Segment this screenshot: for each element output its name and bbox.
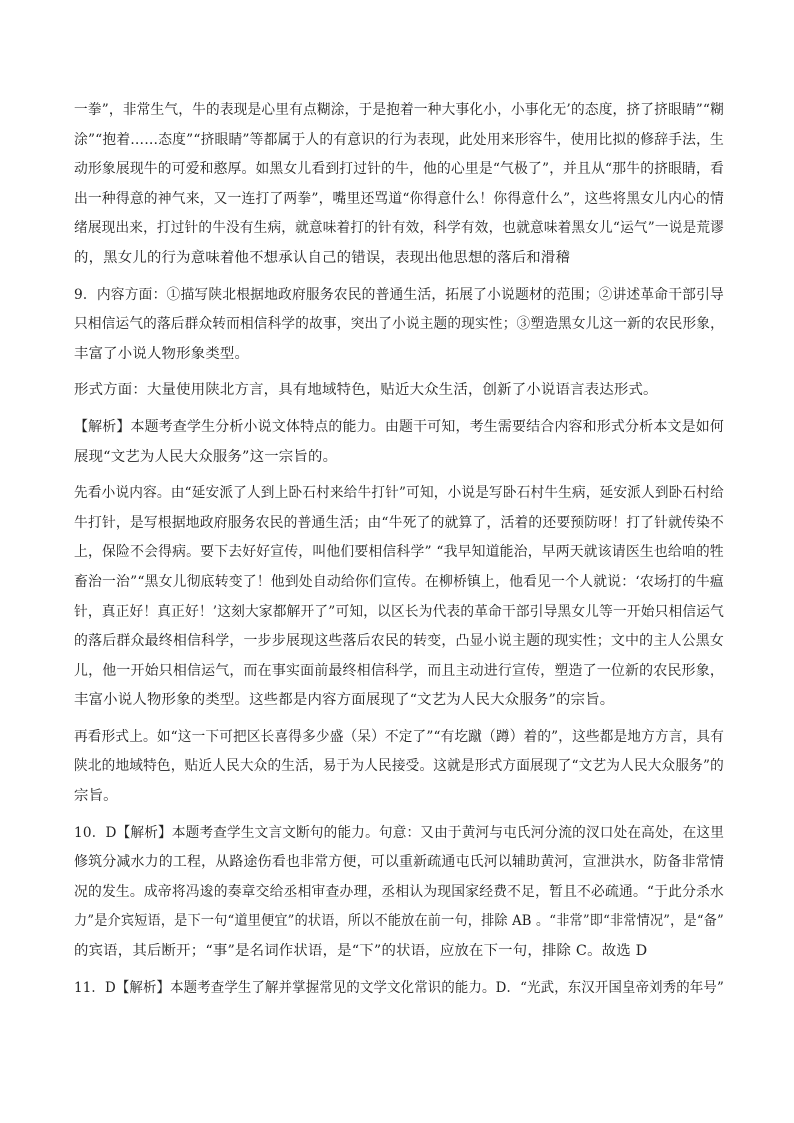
text-line: 丰富了小说人物形象类型。 xyxy=(74,345,250,362)
text-line: 一拳”，非常生气，牛的表现是心里有点糊涂，于是抱着一种大事化小，小事化无’的态度，挤了挤眼睛”“糊 xyxy=(74,102,724,118)
paragraph-content-analysis xyxy=(74,479,724,716)
text-line: 丰富小说人物形象的类型。这些都是内容方面展现了“文艺为人民大众服务”的宗旨。 xyxy=(74,692,615,709)
text-line: 动形象展现牛的可爱和憨厚。如黑女儿看到打过针的牛，他的心里是“气极了”，并且从“那牛的挤眼睛，看 xyxy=(74,161,724,178)
paragraph-answer-9-form xyxy=(74,376,724,406)
text-line: 再看形式上。如“这一下可把区长喜得多少盛（呆）不定了”“有圪蹴（蹲）着的”，这些都是地方方言，具有 xyxy=(74,728,724,745)
paragraph-analysis-continued xyxy=(74,96,724,274)
paragraph-answer-10 xyxy=(74,819,724,967)
text-line: 10．D【解析】本题考查学生文言文断句的能力。句意：又由于黄河与屯氏河分流的汊口处在高处，在这里 xyxy=(74,824,725,841)
text-line: 先看小说内容。由“延安派了人到上卧石村来给牛打针”可知，小说是写卧石村牛生病，延安派人到卧石村给 xyxy=(74,485,724,502)
text-line: 牛打针，是写根据地政府服务农民的普通生活；由“牛死了的就算了，活着的还要预防呀！打了针就传染不 xyxy=(74,514,725,531)
text-line: 儿，他一开始只相信运气，而在事实面前最终相信科学，而且主动进行宣传，塑造了一位新的农民形象， xyxy=(74,662,724,679)
text-line: 陕北的地域特色，贴近人民大众的生活，易于为人民接受。这就是形式方面展现了“文艺为人民大众服务”的 xyxy=(74,758,724,775)
text-line: 9．内容方面：①描写陕北根据地政府服务农民的普通生活，拓展了小说题材的范围；②讲述革命干部引导 xyxy=(74,286,724,303)
text-line: 形式方面：大量使用陕北方言，具有地域特色，贴近大众生活，创新了小说语言表达形式。 xyxy=(74,382,658,399)
text-line: 绪展现出来，打过针的牛没有生病，就意味着打的针有效，科学有效，也就意味着黑女儿“运气”一说是荒谬 xyxy=(74,220,724,237)
text-line: 涂”“抱着……态度”“挤眼睛”等都属于人的有意识的行为表现，此处用来形容牛，使用比拟的修辞手法，生 xyxy=(74,131,725,148)
document-body xyxy=(74,96,724,1010)
text-line: 宗旨。 xyxy=(74,788,118,805)
text-line: 修筑分减水力的工程，从路途伤看也非常方便，可以重新疏通屯氏河以辅助黄河，宣泄洪水，防备非常情 xyxy=(74,854,724,871)
text-line: 只相信运气的落后群众转而相信科学的故事，突出了小说主题的现实性；③塑造黑女儿这一新的农民形象， xyxy=(74,316,724,333)
text-line: 针，真正好！真正好！’这刻大家都解开了”可知，以区长为代表的革命干部引导黑女儿等一开始只相信运气 xyxy=(74,603,725,620)
paragraph-answer-9-explanation xyxy=(74,413,724,472)
text-line: 的宾语，其后断开；“事”是名词作状语，是“下”的状语，应放在下一句，排除 C。故选 D xyxy=(74,943,648,960)
text-line: 11．D【解析】本题考查学生了解并掌握常见的文学文化常识的能力。D．“光武，东汉开国皇帝刘秀的年号” xyxy=(74,979,724,996)
text-line: 上，保险不会得病。要下去好好宣传，叫他们要相信科学” “我早知道能治，早两天就该请医生也给咱的牲 xyxy=(74,544,724,561)
text-line: 力”是介宾短语，是下一句“道里便宜”的状语，所以不能放在前一句，排除 AB 。“非常”即“非常情况”，是“备” xyxy=(74,913,724,930)
text-line: 畜治一治”“黑女儿彻底转变了！他到处自动给你们宣传。在柳桥镇上，他看见一个人就说：‘农场打的牛瘟 xyxy=(74,573,724,590)
text-line: 展现“文艺为人民大众服务”这一宗旨的。 xyxy=(74,448,338,465)
text-line: 【解析】本题考查学生分析小说文体特点的能力。由题干可知，考生需要结合内容和形式分析本文是如何 xyxy=(74,418,724,435)
text-line: 的落后群众最终相信科学，一步步展现这些落后农民的转变，凸显小说主题的现实性；文中的主人公黑女 xyxy=(74,633,724,650)
paragraph-form-analysis xyxy=(74,723,724,812)
paragraph-answer-9-content xyxy=(74,281,724,370)
text-line: 况的发生。成帝将冯逡的奏章交给丞相审查办理，丞相认为现国家经费不足，暂且不必疏通。“于此分杀水 xyxy=(74,883,725,900)
text-line: 出一种得意的神气来，又一连打了两拳”，嘴里还骂道“你得意什么！你得意什么”，这些将黑女儿内心的情 xyxy=(74,190,724,207)
text-line: 的，黑女儿的行为意味着他不想承认自己的错误，表现出他思想的落后和滑稽 xyxy=(74,249,571,266)
paragraph-answer-11 xyxy=(74,974,724,1004)
